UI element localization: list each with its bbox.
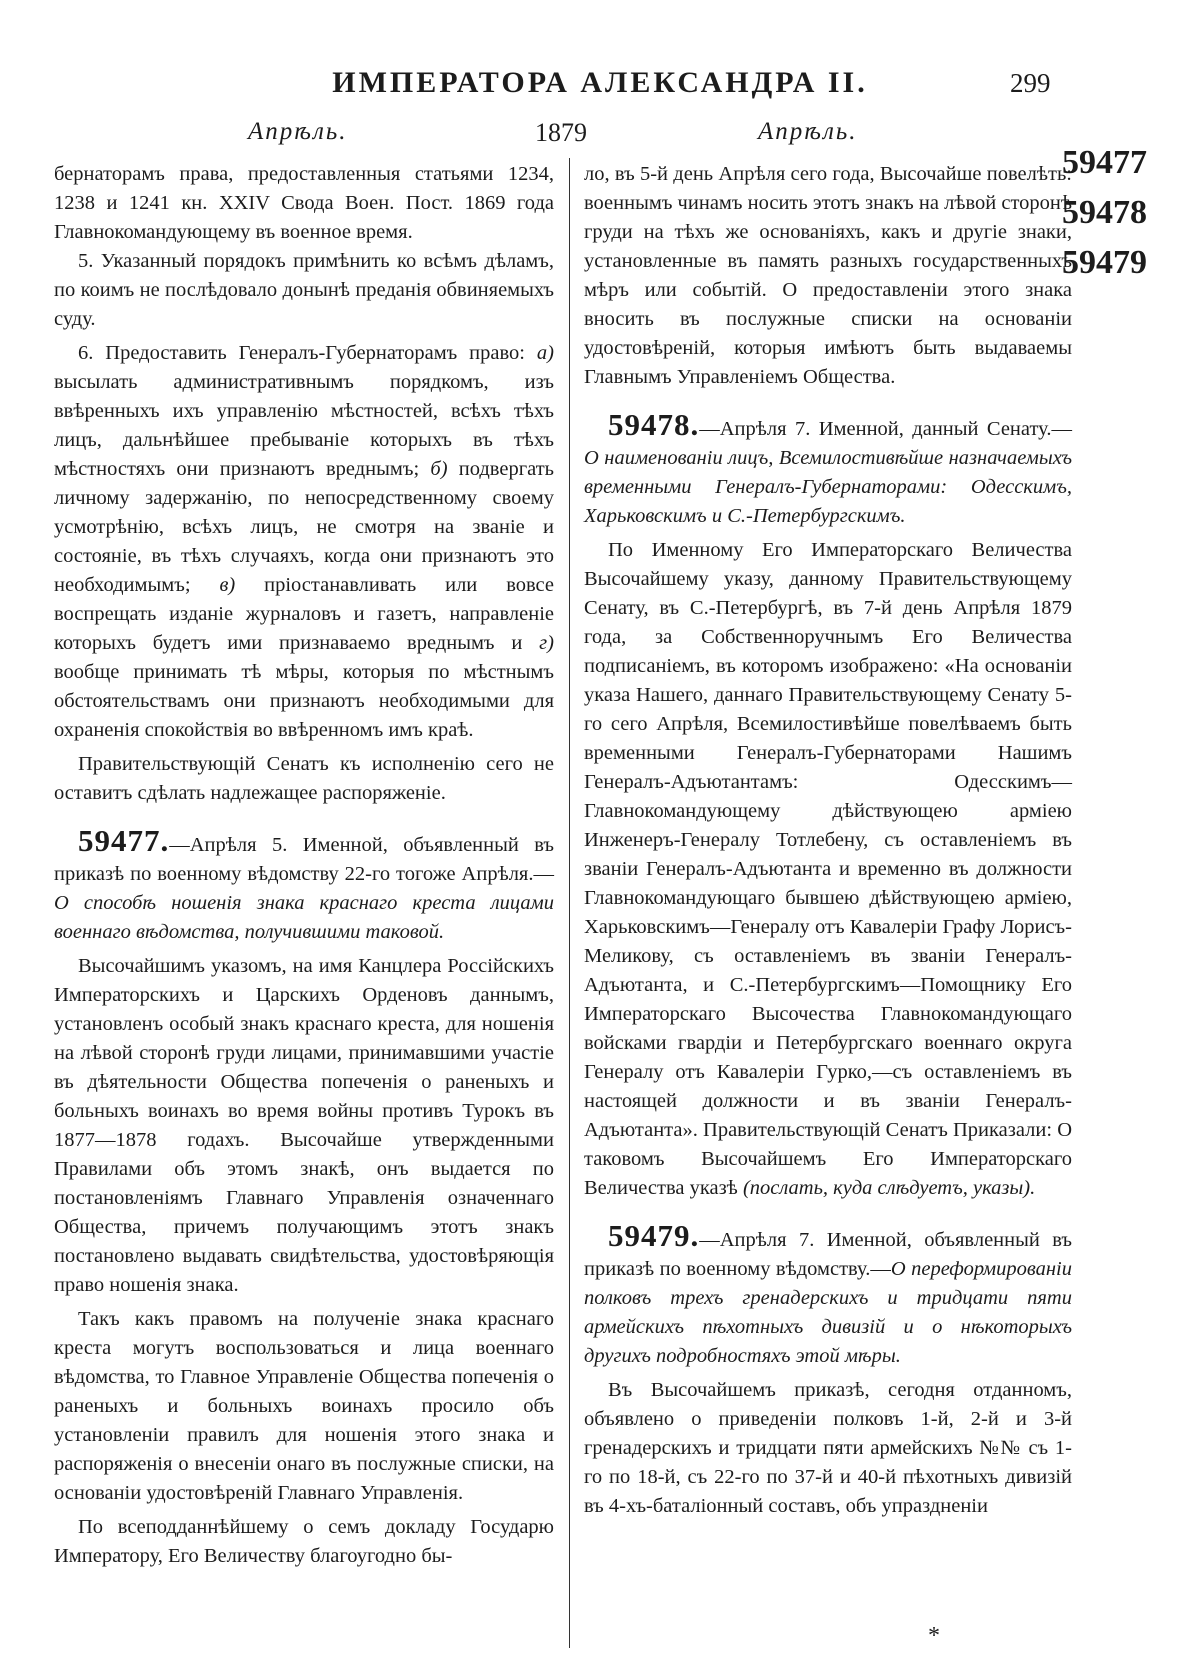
entry-heading-59478 [584, 407, 1072, 531]
text: 6. Предоставить Генералъ-Губернаторамъ право: [78, 342, 525, 364]
left-column [54, 160, 554, 1576]
page-header [0, 66, 1200, 106]
entry-number: 59477. [78, 823, 170, 858]
margin-number: 59477 [1062, 144, 1147, 181]
right-column [584, 160, 1072, 1526]
running-title: ИМПЕРАТОРА АЛЕКСАНДРА II. [332, 66, 868, 99]
clause-marker: г) [539, 632, 554, 654]
entry-number: 59479. [608, 1218, 700, 1253]
entry-heading-59477 [54, 823, 554, 947]
text-italic: (послать, куда слѣдуетъ, указы). [742, 1177, 1036, 1199]
month-right: Апрѣль. [758, 118, 858, 145]
paragraph: Правительствующій Сенатъ къ исполненію сего не оставитъ сдѣлать надлежащее распоряженіе. [54, 753, 554, 804]
paragraph [584, 536, 1072, 1203]
clause-marker: б) [430, 458, 448, 480]
clause-marker: в) [219, 574, 236, 596]
paragraph: Такъ какъ правомъ на полученіе знака краснаго креста могутъ воспользоваться и лица военнаго вѣдомства, то Главное Управленіе Общества попеченія о раненыхъ и больныхъ воинахъ просило объ установленіи правилъ для ношенія этого знака и распоряженія о внесеніи онаго въ послужные списки, на основаніи удостовѣреній Главнаго Управленія. [54, 1308, 554, 1504]
date-line [0, 118, 1200, 150]
paragraph: бернаторамъ права, предоставленныя статьями 1234, 1238 и 1241 кн. XXIV Свода Воен. Пост. 1869 года Главнокомандующему въ военное время. [54, 163, 554, 243]
text: высылать административнымъ порядкомъ, изъ ввѣренныхъ ихъ управленію мѣстностей, всѣхъ тѣхъ лицъ, дальнѣйшее пребываніе которыхъ въ тѣхъ мѣстностяхъ они признаютъ вреднымъ; [54, 371, 554, 480]
paragraph: По всеподданнѣйшему о семъ докладу Государю Императору, Его Величеству благоугодно бы- [54, 1516, 554, 1567]
entry-title: О переформированіи полковъ трехъ гренадерскихъ и тридцати пяти армейскихъ пѣхотныхъ дивизій и о нѣкоторыхъ другихъ подробностяхъ этой мѣры. [584, 1258, 1073, 1367]
text: По Именному Его Императорскаго Величества Высочайшему указу, данному Правительствующему Сенату, въ С.-Петербургѣ, въ 7-й день Апрѣля 1879 года, за Собственноручнымъ Его Величества подписаніемъ, въ которомъ изображено: «На основаніи указа Нашего, даннаго Правительствующему Сенату 5-го сего Апрѣля, Всемилостивѣйше повелѣваемъ быть временными Генералъ-Губернаторами Нашимъ Генералъ-Адъютантамъ: Одесскимъ—Главнокомандующему дѣйствующею арміею Инженеръ-Генералу Тотлебену, съ оставленіемъ въ званіи Генералъ-Адъютанта и временно въ должности Главнокомандующаго бывшею дѣйствующею арміею, Харьковскимъ—Генералу отъ Кавалеріи Графу Лорисъ-Меликову, съ оставленіемъ въ званіи Генералъ-Адъютанта, и С.-Петербургскимъ—Помощнику Его Императорскаго Высочества Главнокомандующаго войсками гвардіи и Петербургскаго военнаго округа Генералу отъ Кавалеріи Гурко,—съ оставленіемъ въ настоящей должности и въ званіи Генералъ-Адъютанта». Правительствующій Сенатъ Приказали: О таковомъ Высочайшемъ Его Императорскаго Величества указѣ [584, 539, 1072, 1199]
text: подвергать личному задержанію, по непосредственному своему усмотрѣнію, всѣхъ лицъ, не смотря на званіе и состояніе, въ тѣхъ случаяхъ, когда они признаютъ это необходимымъ; [54, 458, 555, 596]
column-divider [569, 158, 570, 1648]
entry-heading-59479 [584, 1218, 1073, 1371]
text: пріостанавливать или вовсе воспрещать изданіе журналовъ и газетъ, направленіе которыхъ будетъ ими признаваемо вреднымъ и [54, 574, 555, 654]
margin-number: 59479 [1062, 244, 1147, 281]
entry-title: О наименованіи лицъ, Всемилостивѣйше назначаемыхъ временными Генералъ-Губернаторами: Одесскимъ, Харьковскимъ и С.-Петербургскимъ. [584, 447, 1072, 527]
paragraph: Въ Высочайшемъ приказѣ, сегодня отданномъ, объявлено о приведеніи полковъ 1-й, 2-й и 3-й гренадерскихъ и тридцати пяти армейскихъ №№ съ 1-го по 18-й, съ 22-го по 37-й и 40-й пѣхотныхъ дивизій въ 4-хъ-баталіонный составъ, объ упраздненіи [584, 1379, 1072, 1517]
paragraph: 5. Указанный порядокъ примѣнить ко всѣмъ дѣламъ, по коимъ не послѣдовало донынѣ преданія обвиняемыхъ суду. [54, 250, 554, 330]
month-left: Апрѣль. [248, 118, 348, 145]
entry-heading-text: —Апрѣля 5. Именной, объявленный въ приказѣ по военному вѣдомству 22-го тогоже Апрѣля.— [54, 834, 554, 885]
entry-number: 59478. [608, 407, 700, 442]
margin-number: 59478 [1062, 194, 1147, 231]
paragraph [54, 339, 554, 745]
entry-heading-text: —Апрѣля 7. Именной, данный Сенату.— [699, 418, 1072, 440]
paragraph: Высочайшимъ указомъ, на имя Канцлера Россійскихъ Императорскихъ и Царскихъ Орденовъ даннымъ, установленъ особый знакъ краснаго креста, для ношенія на лѣвой сторонѣ груди лицами, принимавшими участіе въ дѣятельности Общества попеченія о раненыхъ и больныхъ воинахъ во время войны противъ Турокъ въ 1877—1878 годахъ. Высочайше утвержденными Правилами объ этомъ знакѣ, онъ выдается по постановленіямъ Главнаго Управленія означеннаго Общества, причемъ получающимъ этотъ знакъ постановлено выдавать свидѣтельства, удостовѣряющія право ношенія знака. [54, 955, 554, 1296]
year: 1879 [535, 118, 587, 147]
entry-heading-text: —Апрѣля 7. Именной, объявленный въ приказѣ по военному вѣдомству.— [584, 1229, 1072, 1280]
clause-marker: а) [536, 342, 554, 364]
page-number: 299 [1010, 68, 1051, 98]
footer-asterisk: * [928, 1623, 940, 1649]
text: вообще принимать тѣ мѣры, которыя по мѣстнымъ обстоятельствамъ они признаютъ необходимыми для охраненія спокойствія во ввѣренномъ имъ краѣ. [54, 661, 554, 741]
paragraph: ло, въ 5-й день Апрѣля сего года, Высочайше повелѣть: военнымъ чинамъ носить этотъ знакъ на лѣвой сторонѣ груди на тѣхъ же основаніяхъ, какъ и другіе знаки, установленные въ память разныхъ государственныхъ мѣръ или событій. О предоставленіи этого знака вносить въ послужные списки на основаніи удостовѣреній, которыя имѣютъ быть выдаваемы Главнымъ Управленіемъ Общества. [584, 163, 1072, 388]
entry-title: О способѣ ношенія знака краснаго креста лицами военнаго вѣдомства, получившими таковой. [54, 892, 554, 943]
